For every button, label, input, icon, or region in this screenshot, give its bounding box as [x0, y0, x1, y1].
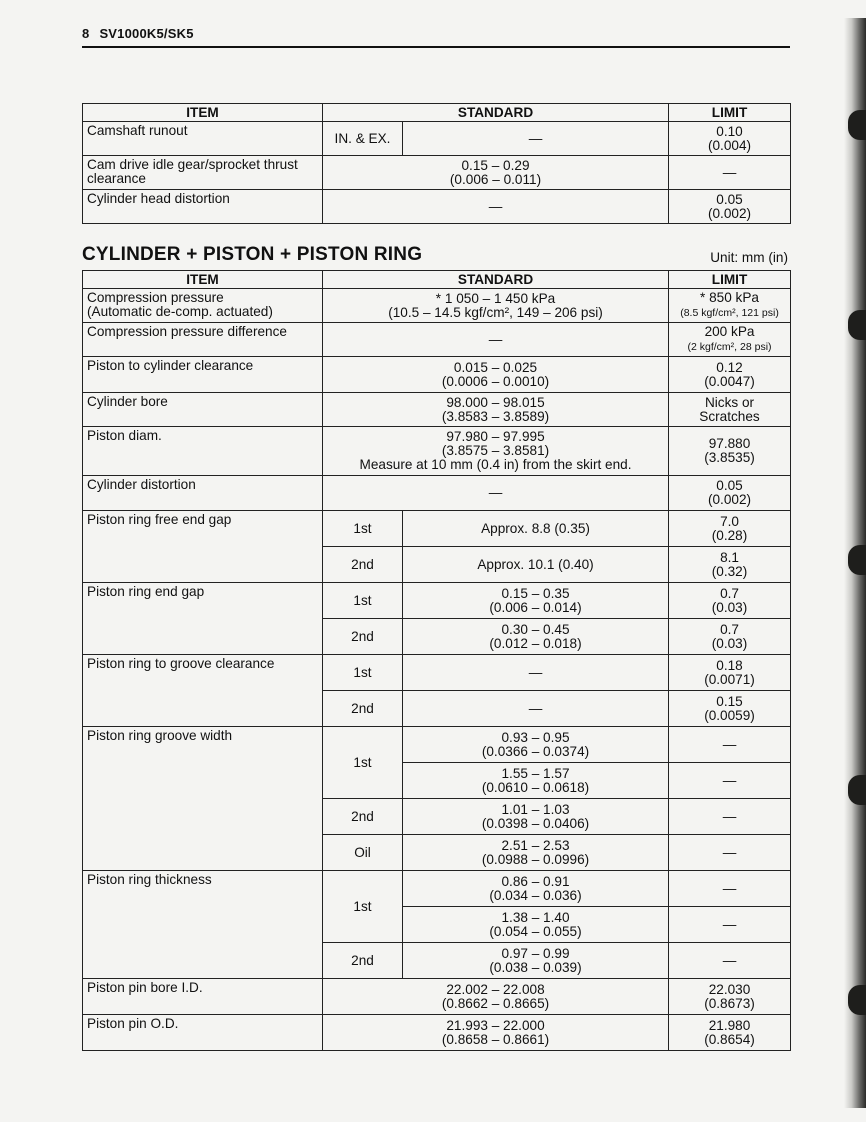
limit-header: LIMIT	[669, 104, 791, 122]
item-cell: Piston pin bore I.D.	[83, 979, 323, 1015]
item-cell: Piston diam.	[83, 427, 323, 476]
limit-cell: 0.7 (0.03)	[669, 583, 791, 619]
item-cell: Piston ring groove width	[83, 727, 323, 871]
table-row	[83, 655, 791, 691]
limit-cell: * 850 kPa (8.5 kgf/cm², 121 psi)	[669, 289, 791, 323]
standard-cell: 22.002 – 22.008 (0.8662 – 0.8665)	[323, 979, 669, 1015]
limit-cell: —	[669, 835, 791, 871]
item-cell: Compression pressure (Automatic de-comp. actuated)	[83, 289, 323, 323]
limit-cell: 0.18 (0.0071)	[669, 655, 791, 691]
table-row	[83, 289, 791, 323]
ring-cell: 2nd	[323, 799, 403, 835]
camshaft-spec-table	[82, 103, 791, 224]
item-cell: Piston ring free end gap	[83, 511, 323, 583]
standard-cell: 0.15 – 0.35 (0.006 – 0.014)	[403, 583, 669, 619]
limit-cell: 0.10 (0.004)	[669, 122, 791, 156]
standard-cell: 0.015 – 0.025 (0.0006 – 0.0010)	[323, 357, 669, 393]
page-tab	[848, 545, 866, 575]
ring-cell: 2nd	[323, 619, 403, 655]
limit-cell: 0.7 (0.03)	[669, 619, 791, 655]
model-code: SV1000K5/SK5	[99, 26, 194, 41]
standard-header: STANDARD	[323, 104, 669, 122]
limit-cell: —	[669, 907, 791, 943]
standard-cell: —	[323, 190, 669, 224]
page-tab	[848, 775, 866, 805]
ring-cell: 1st	[323, 871, 403, 943]
limit-cell: 0.12 (0.0047)	[669, 357, 791, 393]
standard-cell: 21.993 – 22.000 (0.8658 – 0.8661)	[323, 1015, 669, 1051]
limit-cell: —	[669, 943, 791, 979]
limit-header: LIMIT	[669, 271, 791, 289]
page-tab	[848, 310, 866, 340]
standard-cell: 1.55 – 1.57 (0.0610 – 0.0618)	[403, 763, 669, 799]
table-row	[83, 323, 791, 357]
table-row	[83, 190, 791, 224]
ring-cell: 1st	[323, 727, 403, 799]
standard-cell: Approx. 10.1 (0.40)	[403, 547, 669, 583]
cylinder-piston-spec-table	[82, 270, 791, 1051]
standard-cell: 2.51 – 2.53 (0.0988 – 0.0996)	[403, 835, 669, 871]
item-cell: Cam drive idle gear/sprocket thrust clearance	[83, 156, 323, 190]
table-row	[83, 979, 791, 1015]
ring-cell: Oil	[323, 835, 403, 871]
item-cell: Piston ring end gap	[83, 583, 323, 655]
standard-cell: —	[403, 655, 669, 691]
table-row	[83, 427, 791, 476]
limit-cell: 0.05 (0.002)	[669, 190, 791, 224]
table-row	[83, 511, 791, 547]
standard-header: STANDARD	[323, 271, 669, 289]
limit-cell: 0.15 (0.0059)	[669, 691, 791, 727]
ring-cell: 2nd	[323, 547, 403, 583]
standard-cell: 0.97 – 0.99 (0.038 – 0.039)	[403, 943, 669, 979]
standard-cell: —	[403, 122, 669, 156]
standard-cell: * 1 050 – 1 450 kPa (10.5 – 14.5 kgf/cm², 149 – 206 psi)	[323, 289, 669, 323]
limit-cell: —	[669, 763, 791, 799]
page-tab	[848, 110, 866, 140]
ring-cell: 1st	[323, 655, 403, 691]
limit-cell: 200 kPa (2 kgf/cm², 28 psi)	[669, 323, 791, 357]
section-title: CYLINDER + PISTON + PISTON RING	[82, 244, 423, 265]
limit-cell: 8.1 (0.32)	[669, 547, 791, 583]
table-row	[83, 583, 791, 619]
standard-cell: —	[323, 476, 669, 511]
standard-cell: 0.30 – 0.45 (0.012 – 0.018)	[403, 619, 669, 655]
table-row	[83, 357, 791, 393]
item-header: ITEM	[83, 104, 323, 122]
limit-cell: 21.980 (0.8654)	[669, 1015, 791, 1051]
standard-cell: —	[323, 323, 669, 357]
table-row	[83, 393, 791, 427]
table-row	[83, 156, 791, 190]
item-cell: Camshaft runout	[83, 122, 323, 156]
standard-cell: 1.38 – 1.40 (0.054 – 0.055)	[403, 907, 669, 943]
ring-cell: 1st	[323, 511, 403, 547]
item-cell: Piston to cylinder clearance	[83, 357, 323, 393]
item-cell: Compression pressure difference	[83, 323, 323, 357]
table-row	[83, 727, 791, 763]
ring-cell: 2nd	[323, 691, 403, 727]
limit-cell: 7.0 (0.28)	[669, 511, 791, 547]
item-cell: Piston ring thickness	[83, 871, 323, 979]
table-row	[83, 1015, 791, 1051]
table-row	[83, 476, 791, 511]
item-cell: Piston ring to groove clearance	[83, 655, 323, 727]
limit-cell: Nicks or Scratches	[669, 393, 791, 427]
standard-cell: 0.93 – 0.95 (0.0366 – 0.0374)	[403, 727, 669, 763]
table-row	[83, 871, 791, 907]
limit-cell: —	[669, 156, 791, 190]
page-number: 8	[82, 26, 90, 41]
standard-cell: 0.86 – 0.91 (0.034 – 0.036)	[403, 871, 669, 907]
page-header	[82, 26, 790, 48]
limit-cell: 97.880 (3.8535)	[669, 427, 791, 476]
ring-cell: 2nd	[323, 943, 403, 979]
ring-cell: 1st	[323, 583, 403, 619]
standard-cell: —	[403, 691, 669, 727]
standard-cell: 0.15 – 0.29 (0.006 – 0.011)	[323, 156, 669, 190]
table-row	[83, 122, 791, 156]
unit-label: Unit: mm (in)	[710, 250, 788, 265]
standard-cell: 98.000 – 98.015 (3.8583 – 3.8589)	[323, 393, 669, 427]
item-cell: Cylinder distortion	[83, 476, 323, 511]
item-cell: Cylinder head distortion	[83, 190, 323, 224]
item-cell: Cylinder bore	[83, 393, 323, 427]
limit-cell: 0.05 (0.002)	[669, 476, 791, 511]
standard-cell: 1.01 – 1.03 (0.0398 – 0.0406)	[403, 799, 669, 835]
sub-cell: IN. & EX.	[323, 122, 403, 156]
limit-cell: —	[669, 871, 791, 907]
page-tab	[848, 985, 866, 1015]
limit-cell: 22.030 (0.8673)	[669, 979, 791, 1015]
standard-cell: Approx. 8.8 (0.35)	[403, 511, 669, 547]
standard-cell: 97.980 – 97.995 (3.8575 – 3.8581) Measure at 10 mm (0.4 in) from the skirt end.	[323, 427, 669, 476]
item-cell: Piston pin O.D.	[83, 1015, 323, 1051]
limit-cell: —	[669, 799, 791, 835]
item-header: ITEM	[83, 271, 323, 289]
limit-cell: —	[669, 727, 791, 763]
